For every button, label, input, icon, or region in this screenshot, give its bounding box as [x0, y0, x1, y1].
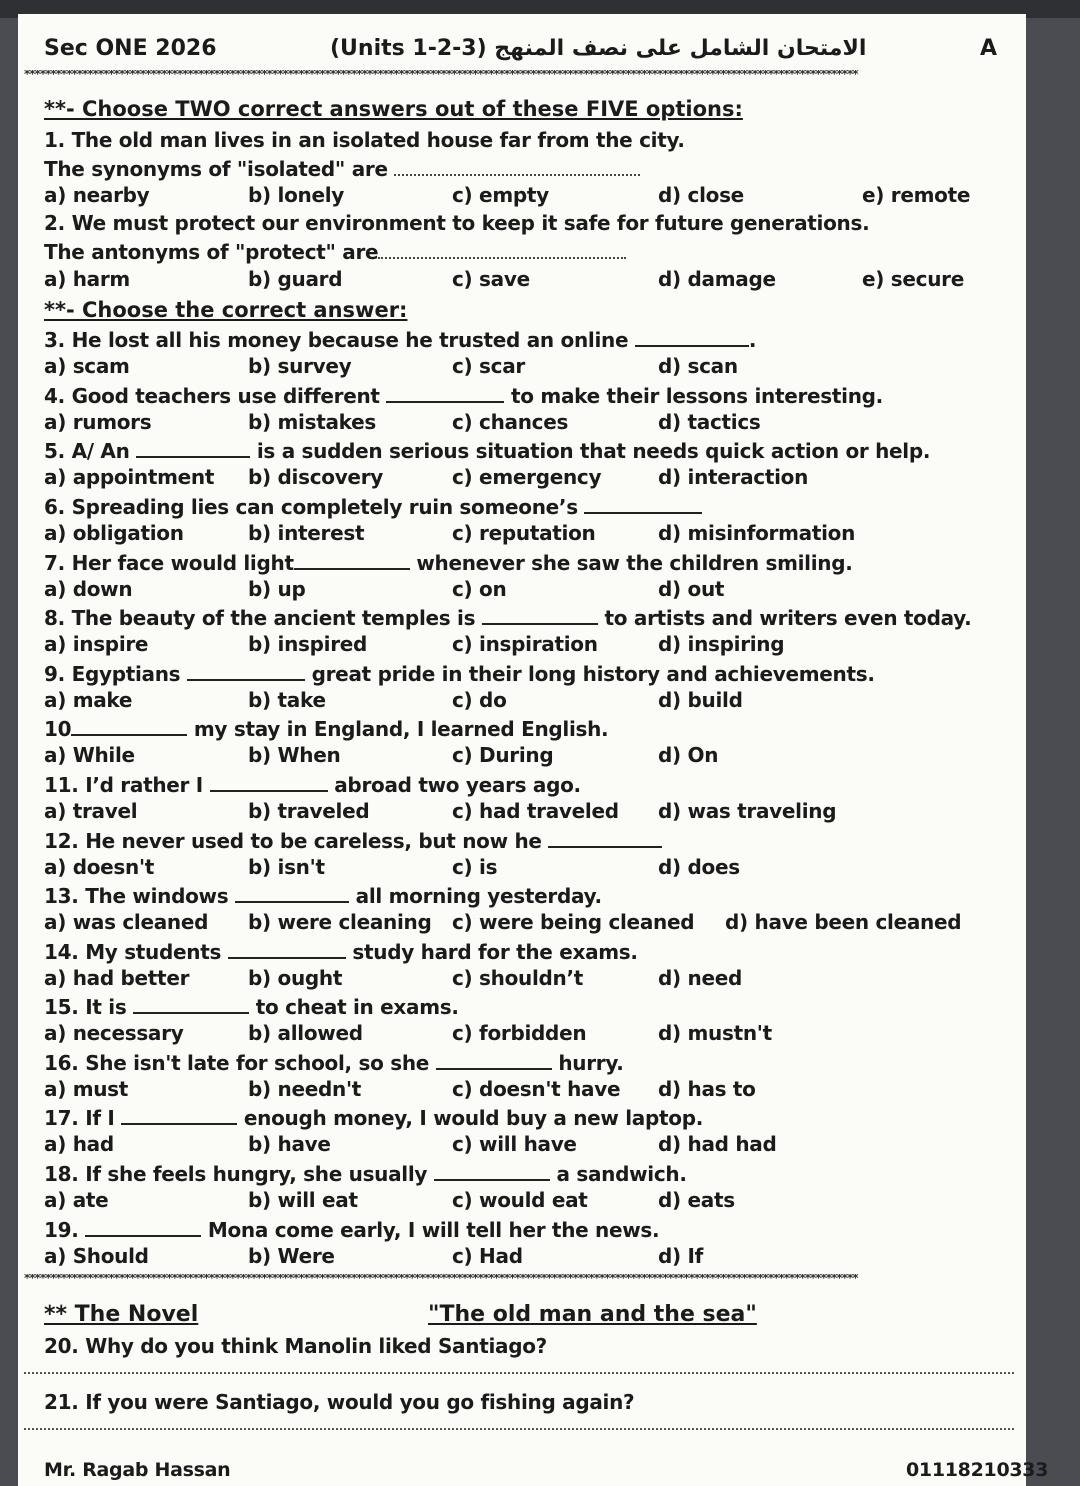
novel-title: "The old man and the sea" [428, 1302, 757, 1327]
question-text: 5. A/ An [44, 439, 137, 463]
question-6-option-b[interactable]: b) interest [248, 521, 365, 545]
answer-blank[interactable] [228, 939, 346, 959]
exam-version: A [980, 36, 998, 61]
question-text: 16. She isn't late for school, so she [44, 1051, 436, 1075]
question-15-option-b[interactable]: b) allowed [248, 1021, 363, 1045]
question-8-option-b[interactable]: b) inspired [248, 632, 368, 656]
question-7-option-b[interactable]: b) up [248, 577, 306, 601]
q1-option-d[interactable]: d) close [658, 183, 744, 207]
question-text: 6. Spreading lies can completely ruin someone’s [44, 495, 585, 519]
question-8-option-c[interactable]: c) inspiration [452, 632, 598, 656]
question-14-option-d[interactable]: d) need [658, 966, 743, 990]
answer-blank[interactable] [386, 383, 504, 403]
question-text-end: all morning yesterday. [348, 884, 602, 908]
separator-stars-bottom: ************************************************************************************************************************************************************** [24, 1274, 858, 1282]
question-15-option-c[interactable]: c) forbidden [452, 1021, 587, 1045]
question-5-option-a[interactable]: a) appointment [44, 465, 215, 489]
q1-answer-blank[interactable] [394, 156, 640, 176]
question-18-option-c[interactable]: c) would eat [452, 1188, 588, 1212]
question-17-option-b[interactable]: b) have [248, 1132, 331, 1156]
question-5 [44, 438, 930, 463]
question-10 [44, 716, 608, 741]
question-17-option-c[interactable]: c) will have [452, 1132, 577, 1156]
question-16 [44, 1050, 624, 1075]
question-13 [44, 883, 602, 908]
answer-blank[interactable] [434, 1161, 550, 1181]
question-19-option-b[interactable]: b) Were [248, 1244, 335, 1268]
question-7-option-d[interactable]: d) out [658, 577, 725, 601]
question-9-option-b[interactable]: b) take [248, 688, 326, 712]
question-text-end: whenever she saw the children smiling. [409, 551, 853, 575]
question-text-end: . [748, 328, 757, 352]
question-12-option-d[interactable]: d) does [658, 855, 740, 879]
question-text-end: is a sudden serious situation that needs quick action or help. [250, 439, 931, 463]
answer-blank[interactable] [235, 883, 349, 903]
question-3-option-b[interactable]: b) survey [248, 354, 352, 378]
question-6-option-a[interactable]: a) obligation [44, 521, 184, 545]
question-11-option-b[interactable]: b) traveled [248, 799, 370, 823]
question-8-option-a[interactable]: a) inspire [44, 632, 149, 656]
answer-blank[interactable] [187, 661, 305, 681]
question-4 [44, 383, 883, 408]
question-10-option-c[interactable]: c) During [452, 743, 554, 767]
question-7-option-a[interactable]: a) down [44, 577, 133, 601]
question-6-option-c[interactable]: c) reputation [452, 521, 596, 545]
question-8-option-d[interactable]: d) inspiring [658, 632, 785, 656]
question-text: 11. I’d rather I [44, 773, 210, 797]
question-text: 19. [44, 1218, 86, 1242]
section-two-answers-heading: **- Choose TWO correct answers out of these FIVE options: [44, 97, 743, 121]
question-14-option-b[interactable]: b) ought [248, 966, 343, 990]
question-4-option-a[interactable]: a) rumors [44, 410, 152, 434]
question-text: 15. It is [44, 995, 134, 1019]
question-12-option-b[interactable]: b) isn't [248, 855, 325, 879]
q2-option-e[interactable]: e) secure [862, 267, 964, 291]
teacher-phone: 01118210333 [906, 1459, 1049, 1481]
question-15-option-a[interactable]: a) necessary [44, 1021, 184, 1045]
question-3 [44, 327, 756, 352]
question-19-option-a[interactable]: a) Should [44, 1244, 149, 1268]
q2-sentence: 2. We must protect our environment to keep it safe for future generations. [44, 211, 870, 235]
question-text-end: my stay in England, I learned English. [187, 717, 609, 741]
question-text-end: Mona come early, I will tell her the news. [201, 1218, 660, 1242]
answer-blank[interactable] [482, 605, 598, 625]
question-9 [44, 661, 875, 686]
q2-prompt: The antonyms of "protect" are [44, 239, 626, 264]
question-12-option-a[interactable]: a) doesn't [44, 855, 155, 879]
question-17 [44, 1105, 703, 1130]
question-11-option-c[interactable]: c) had traveled [452, 799, 619, 823]
answer-blank[interactable] [210, 772, 328, 792]
answer-blank[interactable] [121, 1105, 237, 1125]
novel-heading: ** The Novel [44, 1302, 199, 1327]
q1-option-a[interactable]: a) nearby [44, 183, 150, 207]
question-text-end: to make their lessons interesting. [504, 384, 883, 408]
answer-blank[interactable] [85, 1217, 201, 1237]
q1-option-e[interactable]: e) remote [862, 183, 971, 207]
question-3-option-d[interactable]: d) scan [658, 354, 738, 378]
question-16-option-a[interactable]: a) must [44, 1077, 129, 1101]
question-3-option-a[interactable]: a) scam [44, 354, 130, 378]
question-10-option-a[interactable]: a) While [44, 743, 135, 767]
question-text: 14. My students [44, 940, 228, 964]
question-15-option-d[interactable]: d) mustn't [658, 1021, 772, 1045]
answer-blank[interactable] [584, 494, 702, 514]
question-14-option-c[interactable]: c) shouldn’t [452, 966, 584, 990]
question-6 [44, 494, 702, 519]
answer-blank[interactable] [136, 438, 250, 458]
question-15 [44, 994, 459, 1019]
q2-option-b[interactable]: b) guard [248, 267, 343, 291]
question-text-end: abroad two years ago. [327, 773, 581, 797]
question-text: 12. He never used to be careless, but now he [44, 829, 549, 853]
q1-option-c[interactable]: c) empty [452, 183, 549, 207]
question-4-option-d[interactable]: d) tactics [658, 410, 761, 434]
question-text: 4. Good teachers use different [44, 384, 387, 408]
exam-level: Sec ONE 2026 [44, 36, 217, 61]
question-7-option-c[interactable]: c) on [452, 577, 507, 601]
question-18-option-d[interactable]: d) eats [658, 1188, 735, 1212]
question-text: 9. Egyptians [44, 662, 187, 686]
question-10-option-b[interactable]: b) When [248, 743, 341, 767]
question-13-option-a[interactable]: a) was cleaned [44, 910, 209, 934]
section-choose-heading: **- Choose the correct answer: [44, 298, 408, 322]
question-text-end: great pride in their long history and achievements. [304, 662, 875, 686]
question-text: 18. If she feels hungry, she usually [44, 1162, 434, 1186]
question-12 [44, 828, 662, 853]
question-18-option-b[interactable]: b) will eat [248, 1188, 358, 1212]
question-8 [44, 605, 971, 630]
question-6-option-d[interactable]: d) misinformation [658, 521, 856, 545]
question-11-option-a[interactable]: a) travel [44, 799, 138, 823]
answer-blank[interactable] [436, 1050, 552, 1070]
q20-question: 20. Why do you think Manolin liked Santiago? [44, 1334, 547, 1358]
q21-answer-line[interactable] [24, 1428, 1014, 1430]
question-16-option-d[interactable]: d) has to [658, 1077, 756, 1101]
question-text-end: to artists and writers even today. [597, 606, 972, 630]
question-19-option-d[interactable]: d) If [658, 1244, 704, 1268]
q1-prompt: The synonyms of "isolated" are [44, 156, 640, 181]
question-text: 10 [44, 717, 72, 741]
answer-blank[interactable] [133, 994, 249, 1014]
question-text-end: study hard for the exams. [345, 940, 638, 964]
question-5-option-d[interactable]: d) interaction [658, 465, 809, 489]
answer-blank[interactable] [635, 327, 749, 347]
question-text-end: a sandwich. [549, 1162, 687, 1186]
q2-answer-blank[interactable] [378, 239, 626, 259]
question-4-option-b[interactable]: b) mistakes [248, 410, 377, 434]
question-text: 13. The windows [44, 884, 235, 908]
question-17-option-a[interactable]: a) had [44, 1132, 114, 1156]
q20-answer-line[interactable] [24, 1372, 1014, 1374]
question-4-option-c[interactable]: c) chances [452, 410, 569, 434]
question-10-option-d[interactable]: d) On [658, 743, 719, 767]
question-7 [44, 550, 853, 575]
question-9-option-a[interactable]: a) make [44, 688, 133, 712]
question-text: 7. Her face would light [44, 551, 294, 575]
question-16-option-c[interactable]: c) doesn't have [452, 1077, 621, 1101]
answer-blank[interactable] [71, 716, 187, 736]
question-text-end: enough money, I would buy a new laptop. [237, 1106, 704, 1130]
question-text: 3. He lost all his money because he trusted an online [44, 328, 635, 352]
q2-option-d[interactable]: d) damage [658, 267, 776, 291]
teacher-name: Mr. Ragab Hassan [44, 1459, 231, 1481]
question-17-option-d[interactable]: d) had had [658, 1132, 777, 1156]
question-11 [44, 772, 581, 797]
question-14-option-a[interactable]: a) had better [44, 966, 190, 990]
question-5-option-b[interactable]: b) discovery [248, 465, 383, 489]
question-9-option-c[interactable]: c) do [452, 688, 507, 712]
question-18 [44, 1161, 687, 1186]
q1-sentence: 1. The old man lives in an isolated house far from the city. [44, 128, 685, 152]
question-text: 17. If I [44, 1106, 122, 1130]
q1-option-b[interactable]: b) lonely [248, 183, 345, 207]
q2-option-c[interactable]: c) save [452, 267, 530, 291]
q21-question: 21. If you were Santiago, would you go fishing again? [44, 1390, 635, 1414]
question-11-option-d[interactable]: d) was traveling [658, 799, 837, 823]
question-13-option-d[interactable]: d) have been cleaned [725, 910, 962, 934]
question-14 [44, 939, 638, 964]
question-text: 8. The beauty of the ancient temples is [44, 606, 482, 630]
question-18-option-a[interactable]: a) ate [44, 1188, 109, 1212]
question-13-option-b[interactable]: b) were cleaning [248, 910, 432, 934]
question-text-end: to cheat in exams. [249, 995, 459, 1019]
question-5-option-c[interactable]: c) emergency [452, 465, 602, 489]
question-9-option-d[interactable]: d) build [658, 688, 743, 712]
answer-blank[interactable] [294, 550, 410, 570]
separator-stars-top: ************************************************************************************************************************************************************** [24, 70, 858, 78]
question-text-end: hurry. [551, 1051, 624, 1075]
question-19 [44, 1217, 659, 1242]
exam-title: (Units 1-2-3) الامتحان الشامل على نصف المنهج [330, 36, 867, 61]
q2-option-a[interactable]: a) harm [44, 267, 130, 291]
question-12-option-c[interactable]: c) is [452, 855, 498, 879]
question-19-option-c[interactable]: c) Had [452, 1244, 523, 1268]
answer-blank[interactable] [548, 828, 662, 848]
question-3-option-c[interactable]: c) scar [452, 354, 525, 378]
question-13-option-c[interactable]: c) were being cleaned [452, 910, 695, 934]
question-16-option-b[interactable]: b) needn't [248, 1077, 362, 1101]
